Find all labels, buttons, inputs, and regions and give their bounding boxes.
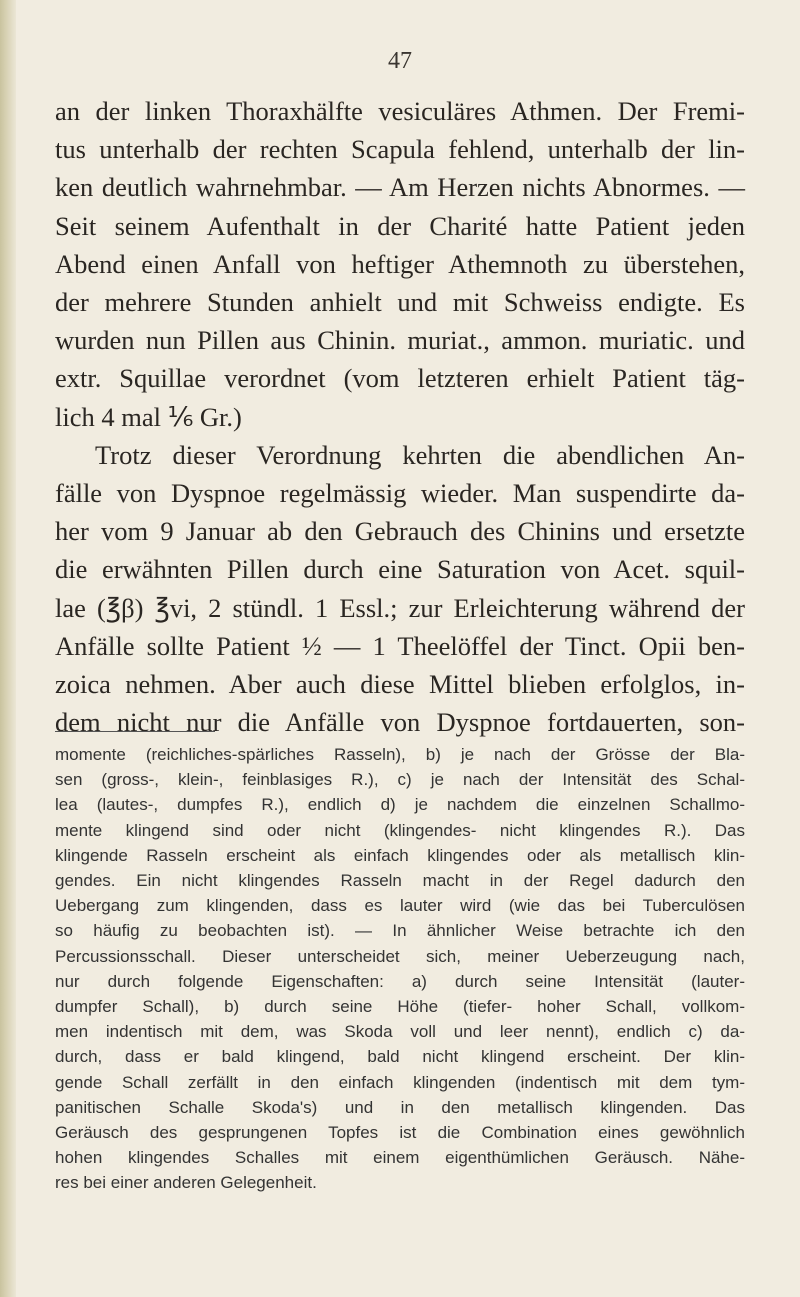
- text-line: ken deutlich wahrnehmbar. — Am Herzen nichts Abnormes. —: [55, 172, 745, 203]
- footnote-line: men indentisch mit dem, was Skoda voll und leer nennt), endlich c) da-: [55, 1022, 745, 1042]
- footnote-line: nur durch folgende Eigenschaften: a) durch seine Intensität (lauter-: [55, 971, 745, 991]
- text-line: dem nicht nur die Anfälle von Dyspnoe fortdauerten, son-: [55, 707, 745, 738]
- footnote-line: mente klingend sind oder nicht (klingendes- nicht klingendes R.). Das: [55, 820, 745, 840]
- text-line: fälle von Dyspnoe regelmässig wieder. Man suspendirte da-: [55, 478, 745, 509]
- text-line: Anfälle sollte Patient ½ — 1 Theelöffel der Tinct. Opii ben-: [55, 630, 745, 661]
- footnote-line: Uebergang zum klingenden, dass es lauter wird (wie das bei Tuberculösen: [55, 896, 745, 916]
- footnote-line: lea (lautes-, dumpfes R.), endlich d) je nachdem die einzelnen Schallmo-: [55, 795, 745, 815]
- footnote-line: gendes. Ein nicht klingendes Rasseln macht in der Regel dadurch den: [55, 871, 745, 891]
- text-line: der mehrere Stunden anhielt und mit Schweiss endigte. Es: [55, 287, 745, 318]
- text-line: an der linken Thoraxhälfte vesiculäres Athmen. Der Fremi-: [55, 96, 745, 126]
- footnote-line: momente (reichliches-spärliches Rasseln), b) je nach der Grösse der Bla-: [55, 745, 745, 764]
- text-line: zoica nehmen. Aber auch diese Mittel blieben erfolglos, in-: [55, 669, 745, 700]
- footnote-line: Percussionsschall. Dieser unterscheidet sich, meiner Ueberzeugung nach,: [55, 946, 745, 966]
- text-line: extr. Squillae verordnet (vom letzteren erhielt Patient täg-: [55, 363, 745, 394]
- footnote-line: Geräusch des gesprungenen Topfes ist die Combination eines gewöhnlich: [55, 1123, 745, 1143]
- text-line: tus unterhalb der rechten Scapula fehlend, unterhalb der lin-: [55, 134, 745, 165]
- footnote-line: so häufig zu beobachten ist). — In ähnlicher Weise betrachte ich den: [55, 921, 745, 941]
- footnote-line: sen (gross-, klein-, feinblasiges R.), c) je nach der Intensität des Schal-: [55, 770, 745, 790]
- text-line: Trotz dieser Verordnung kehrten die abendlichen An-: [95, 439, 745, 470]
- footnote-divider: [55, 731, 215, 732]
- text-line: lae (℥β) ℥vi, 2 stündl. 1 Essl.; zur Erleichterung während der: [55, 592, 745, 623]
- footnote-line: klingende Rasseln erscheint als einfach klingendes oder als metallisch klin-: [55, 845, 745, 865]
- text-line: Abend einen Anfall von heftiger Athemnoth zu überstehen,: [55, 248, 745, 279]
- page-number: 47: [388, 48, 412, 74]
- main-text-block: [55, 92, 745, 741]
- text-line: die erwähnten Pillen durch eine Saturation von Acet. squil-: [55, 554, 745, 585]
- text-line: her vom 9 Januar ab den Gebrauch des Chinins und ersetzte: [55, 516, 745, 547]
- footnote-line: dumpfer Schall), b) durch seine Höhe (tiefer- hoher Schall, vollkom-: [55, 997, 745, 1017]
- footnote-line: gende Schall zerfällt in den einfach klingenden (indentisch mit dem tym-: [55, 1072, 745, 1092]
- text-line: wurden nun Pillen aus Chinin. muriat., ammon. muriatic. und: [55, 325, 745, 356]
- footnote-block: [55, 742, 745, 1196]
- footnote-line: durch, dass er bald klingend, bald nicht klingend erscheint. Der klin-: [55, 1047, 745, 1067]
- text-line: Seit seinem Aufenthalt in der Charité hatte Patient jeden: [55, 210, 745, 241]
- text-line: lich 4 mal ⅙ Gr.): [55, 401, 242, 432]
- footnote-line: hohen klingendes Schalles mit einem eigenthümlichen Geräusch. Nähe-: [55, 1148, 745, 1168]
- page-binding-edge: [0, 0, 16, 1297]
- footnote-line: panitischen Schalle Skoda's) und in den metallisch klingenden. Das: [55, 1097, 745, 1117]
- footnote-line: res bei einer anderen Gelegenheit.: [55, 1173, 317, 1193]
